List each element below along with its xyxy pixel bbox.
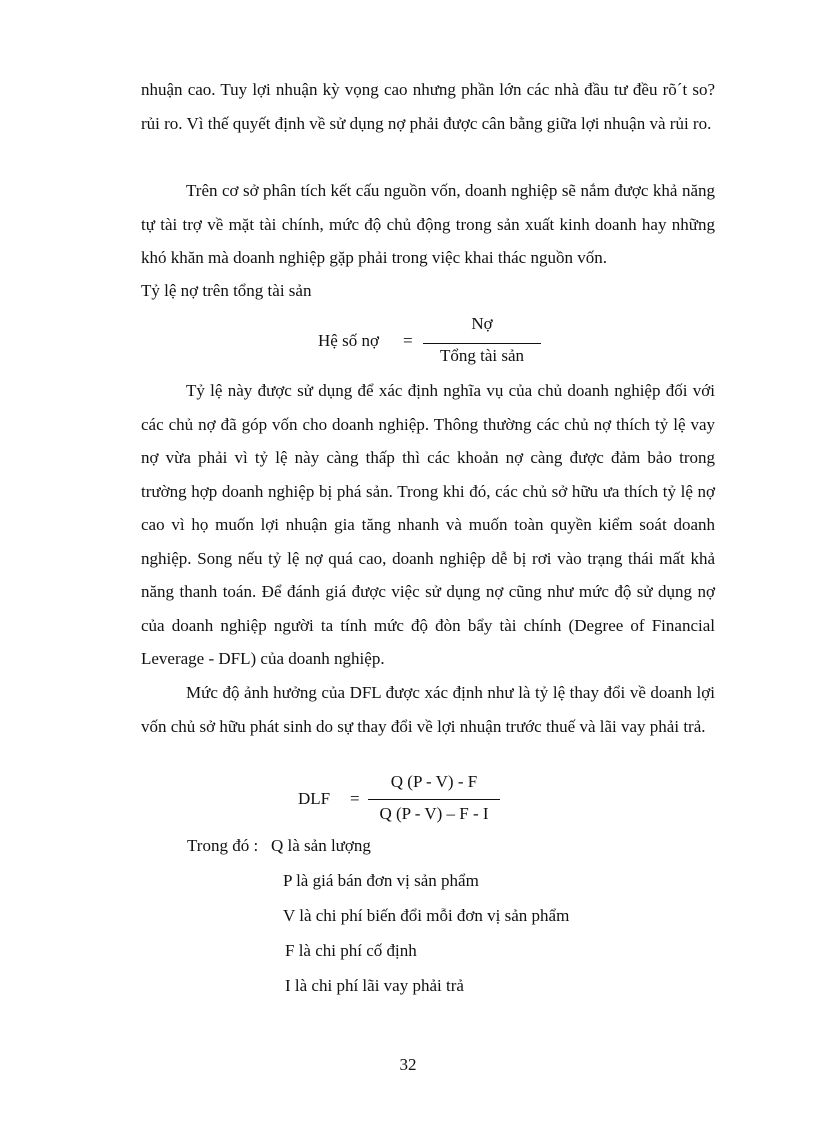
fraction-bar — [423, 343, 541, 344]
where-item: Q là sản lượng — [271, 836, 371, 855]
formula-numerator: Nợ — [471, 314, 493, 333]
page-number: 32 — [399, 1055, 417, 1074]
formula-equals: = — [403, 331, 413, 350]
where-item: P là giá bán đơn vị sản phẩm — [283, 871, 479, 890]
where-item: I là chi phí lãi vay phải trả — [285, 976, 464, 995]
paragraph-risk-return: nhuận cao. Tuy lợi nhuận kỳ vọng cao nhưng phần lớn các nhà đầu tư đều rõ´t so? rủi ro. Vì thế quyết định về sử dụng nợ phải được cân bằng giữa lợi nhuận và rủi ro. — [141, 80, 715, 133]
debt-ratio-heading: Tỷ lệ nợ trên tổng tài sản — [141, 281, 312, 300]
where-label: Trong đó : — [187, 836, 259, 855]
where-item: V là chi phí biến đổi mỗi đơn vị sản phẩm — [283, 906, 570, 925]
where-item: F là chi phí cố định — [285, 941, 417, 960]
paragraph-debt-ratio-explanation: Tỷ lệ này được sử dụng để xác định nghĩa vụ của chủ doanh nghiệp đối với các chủ nợ đã góp vốn cho doanh nghiệp. Thông thường các chủ nợ thích tỷ lệ vay nợ vừa phải vì tỷ lệ này càng thấp thì các khoản nợ càng được đảm bảo trong trường hợp doanh nghiệp bị phá sản. Trong khi đó, các chủ sở hữu ưa thích tỷ lệ nợ cao vì họ muốn lợi nhuận gia tăng nhanh và muốn toàn quyền kiểm soát doanh nghiệp. Song nếu tỷ lệ nợ quá cao, doanh nghiệp dễ bị rơi vào trạng thái mất khả năng thanh toán. Để đánh giá được việc sử dụng nợ cũng như mức độ sử dụng nợ của doanh nghiệp người ta tính mức độ đòn bẩy tài chính (Degree of Financial Leverage - DFL) của doanh nghiệp. — [141, 381, 715, 668]
formula-equals: = — [350, 789, 360, 808]
paragraph-dfl-definition: Mức độ ảnh hưởng của DFL được xác định như là tỷ lệ thay đổi về doanh lợi vốn chủ sở hữu phát sinh do sự thay đổi về lợi nhuận trước thuế và lãi vay phải trả. — [141, 683, 715, 736]
formula-numerator: Q (P - V) - F — [390, 772, 478, 791]
fraction-bar — [368, 799, 500, 800]
formula-denominator: Q (P - V) – F - I — [379, 804, 489, 823]
paragraph-capital-structure: Trên cơ sở phân tích kết cấu nguồn vốn, doanh nghiệp sẽ nắm được khả năng tự tài trợ về mặt tài chính, mức độ chủ động trong sản xuất kinh doanh hay những khó khăn mà doanh nghiệp gặp phải trong việc khai thác nguồn vốn. — [141, 181, 715, 267]
formula-lhs: DLF — [298, 789, 331, 808]
formula-denominator: Tổng tài sản — [439, 346, 525, 365]
formula-lhs: Hệ số nợ — [318, 331, 379, 350]
